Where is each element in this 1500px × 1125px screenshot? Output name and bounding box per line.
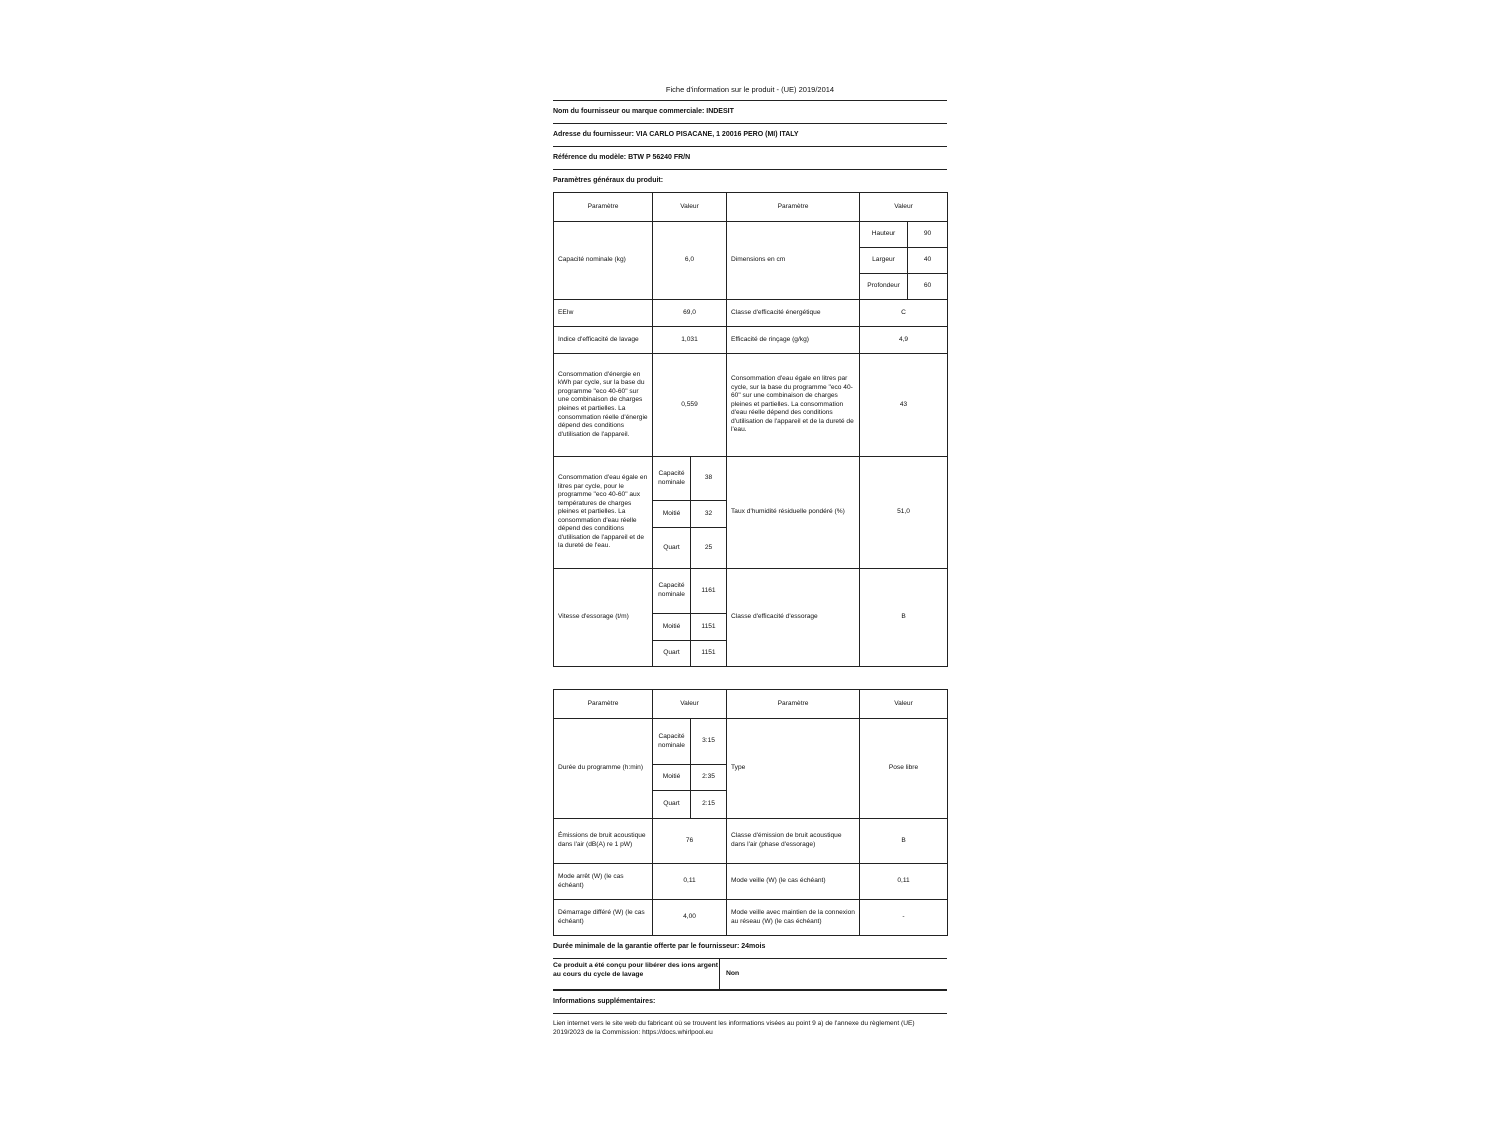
load-quarter-label: Quart xyxy=(653,641,691,667)
eei-value: 69,0 xyxy=(653,300,727,327)
wash-index-label: Indice d'efficacité de lavage xyxy=(554,327,653,354)
header-param: Paramètre xyxy=(727,690,860,719)
duration-quarter-value: 2:15 xyxy=(691,791,727,819)
header-value: Valeur xyxy=(653,690,727,719)
delay-start-label: Démarrage différé (W) (le cas échéant) xyxy=(554,900,653,936)
header-value: Valeur xyxy=(653,193,727,222)
spin-class-value: B xyxy=(860,569,948,667)
load-quarter-label: Quart xyxy=(653,791,691,819)
spin-class-label: Classe d'efficacité d'essorage xyxy=(727,569,860,667)
guarantee: Durée minimale de la garantie offerte par le fournisseur: 24mois xyxy=(553,943,766,950)
load-full-label: Capacité nominale xyxy=(653,719,691,765)
depth-label: Profondeur xyxy=(860,274,908,300)
manufacturer-link: Lien internet vers le site web du fabricant où se trouvent les informations visées au point 9 a) de l'annexe du règlement (UE) 2019/2023 de la Commission: https://docs.whirlpool.eu xyxy=(553,1020,915,1036)
energy-consumption-label: Consommation d'énergie en kWh par cycle, sur la base du programme "eco 40-60" sur une combinaison de charges pleines et partielles. La consommation réelle d'énergie dépend des conditions d'utilisation de l'appareil. xyxy=(554,354,653,457)
header-param: Paramètre xyxy=(727,193,860,222)
delay-start-value: 4,00 xyxy=(653,900,727,936)
moisture-value: 51,0 xyxy=(860,457,948,569)
dimensions-label: Dimensions en cm xyxy=(727,222,860,300)
duration-label: Durée du programme (h:min) xyxy=(554,719,653,819)
off-mode-value: 0,11 xyxy=(653,864,727,900)
spin-full-value: 1161 xyxy=(691,569,727,614)
load-quarter-label: Quart xyxy=(653,528,691,569)
duration-half-value: 2:35 xyxy=(691,765,727,791)
energy-consumption-value: 0,559 xyxy=(653,354,727,457)
load-half-label: Moitié xyxy=(653,614,691,641)
supplier-name: Nom du fournisseur ou marque commerciale: INDESIT xyxy=(553,100,947,123)
general-parameters-heading: Paramètres généraux du produit: xyxy=(553,169,947,192)
depth-value: 60 xyxy=(908,274,948,300)
water-consumption-value: 43 xyxy=(860,354,948,457)
load-full-label: Capacité nominale xyxy=(653,457,691,501)
water-by-load-label: Consommation d'eau égale en litres par cycle, pour le programme "eco 40-60" aux températures de charges pleines et partielles. La consommation d'eau réelle dépend des conditions d'utilisation de l'appareil et de la dureté de l'eau. xyxy=(554,457,653,569)
header-param: Paramètre xyxy=(554,690,653,719)
load-full-label: Capacité nominale xyxy=(653,569,691,614)
duration-full-value: 3:15 xyxy=(691,719,727,765)
spin-quarter-value: 1151 xyxy=(691,641,727,667)
silver-ions-answer: Non xyxy=(726,969,740,977)
off-mode-label: Mode arrêt (W) (le cas échéant) xyxy=(554,864,653,900)
width-label: Largeur xyxy=(860,248,908,274)
moisture-label: Taux d'humidité résiduelle pondéré (%) xyxy=(727,457,860,569)
standby-label: Mode veille (W) (le cas échéant) xyxy=(727,864,860,900)
noise-class-value: B xyxy=(860,819,948,864)
product-information-sheet xyxy=(553,80,947,1038)
eei-label: EEIw xyxy=(554,300,653,327)
spin-speed-label: Vitesse d'essorage (t/m) xyxy=(554,569,653,667)
header-value: Valeur xyxy=(860,690,948,719)
load-half-label: Moitié xyxy=(653,501,691,528)
sheet-title: Fiche d'information sur le produit - (UE) 2019/2014 xyxy=(665,85,835,94)
capacity-label: Capacité nominale (kg) xyxy=(554,222,653,300)
header-value: Valeur xyxy=(860,193,948,222)
rinse-value: 4,9 xyxy=(860,327,948,354)
water-full-value: 38 xyxy=(691,457,727,501)
wash-index-value: 1,031 xyxy=(653,327,727,354)
network-standby-value: - xyxy=(860,900,948,936)
standby-value: 0,11 xyxy=(860,864,948,900)
network-standby-label: Mode veille avec maintien de la connexion au réseau (W) (le cas échéant) xyxy=(727,900,860,936)
silver-ions-row xyxy=(553,958,947,990)
noise-value: 76 xyxy=(653,819,727,864)
water-consumption-label: Consommation d'eau égale en litres par cycle, sur la base du programme "eco 40-60" sur une combinaison de charges pleines et partielles. La consommation d'eau réelle dépend des conditions d'utilisation de l'appareil et de la dureté de l'eau. xyxy=(727,354,860,457)
silver-ions-question: Ce produit a été conçu pour libérer des ions argent au cours du cycle de lavage xyxy=(553,959,720,989)
noise-class-label: Classe d'émission de bruit acoustique dans l'air (phase d'essorage) xyxy=(727,819,860,864)
water-half-value: 32 xyxy=(691,501,727,528)
spin-half-value: 1151 xyxy=(691,614,727,641)
parameters-table-1 xyxy=(553,192,948,667)
header-param: Paramètre xyxy=(554,193,653,222)
capacity-value: 6,0 xyxy=(653,222,727,300)
height-value: 90 xyxy=(908,222,948,248)
energy-class-value: C xyxy=(860,300,948,327)
load-half-label: Moitié xyxy=(653,765,691,791)
energy-class-label: Classe d'efficacité énergétique xyxy=(727,300,860,327)
type-label: Type xyxy=(727,719,860,819)
rinse-label: Efficacité de rinçage (g/kg) xyxy=(727,327,860,354)
parameters-table-2 xyxy=(553,689,948,936)
type-value: Pose libre xyxy=(860,719,948,819)
noise-label: Émissions de bruit acoustique dans l'air (dB(A) re 1 pW) xyxy=(554,819,653,864)
supplementary-info: Informations supplémentaires: xyxy=(553,990,947,1014)
supplier-address: Adresse du fournisseur: VIA CARLO PISACANE, 1 20016 PERO (MI) ITALY xyxy=(553,123,947,146)
width-value: 40 xyxy=(908,248,948,274)
height-label: Hauteur xyxy=(860,222,908,248)
water-quarter-value: 25 xyxy=(691,528,727,569)
model-reference: Référence du modèle: BTW P 56240 FR/N xyxy=(553,146,947,169)
